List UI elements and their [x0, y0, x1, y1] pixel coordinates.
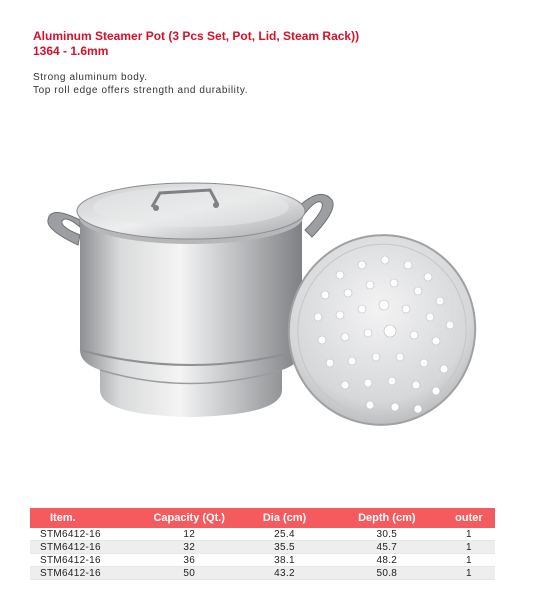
- cell-item: STM6412-16: [30, 528, 140, 541]
- left-handle: [48, 213, 80, 246]
- header-item: Item.: [30, 508, 140, 528]
- header-dia: Dia (cm): [238, 508, 331, 528]
- cell-outer: 1: [443, 554, 495, 567]
- spec-table: [30, 508, 495, 580]
- cell-outer: 1: [443, 528, 495, 541]
- table-row: [30, 541, 495, 554]
- cell-depth: 45.7: [331, 541, 443, 554]
- product-image: [40, 165, 480, 465]
- header-depth: Depth (cm): [331, 508, 443, 528]
- cell-dia: 43.2: [238, 567, 331, 580]
- cell-outer: 1: [443, 567, 495, 580]
- product-title: Aluminum Steamer Pot (3 Pcs Set, Pot, Lid, Steam Rack)): [33, 29, 360, 43]
- description-line: Top roll edge offers strength and durability.: [33, 85, 249, 96]
- cell-item: STM6412-16: [30, 541, 140, 554]
- header-outer: outer: [443, 508, 495, 528]
- header-capacity: Capacity (Qt.): [140, 508, 238, 528]
- table-header-row: [30, 508, 495, 528]
- cell-depth: 48.2: [331, 554, 443, 567]
- cell-depth: 50.8: [331, 567, 443, 580]
- table-row: [30, 554, 495, 567]
- pot-lid: [77, 183, 305, 239]
- cell-dia: 25.4: [238, 528, 331, 541]
- cell-dia: 35.5: [238, 541, 331, 554]
- cell-capacity: 36: [140, 554, 238, 567]
- cell-capacity: 12: [140, 528, 238, 541]
- description-line: Strong aluminum body.: [33, 72, 148, 83]
- product-description: [33, 71, 248, 97]
- cell-item: STM6412-16: [30, 554, 140, 567]
- product-code: 1364 - 1.6mm: [33, 44, 109, 58]
- table-row: [30, 567, 495, 580]
- table-row: [30, 528, 495, 541]
- cell-capacity: 50: [140, 567, 238, 580]
- cell-capacity: 32: [140, 541, 238, 554]
- cell-outer: 1: [443, 541, 495, 554]
- cell-item: STM6412-16: [30, 567, 140, 580]
- cell-depth: 30.5: [331, 528, 443, 541]
- cell-dia: 38.1: [238, 554, 331, 567]
